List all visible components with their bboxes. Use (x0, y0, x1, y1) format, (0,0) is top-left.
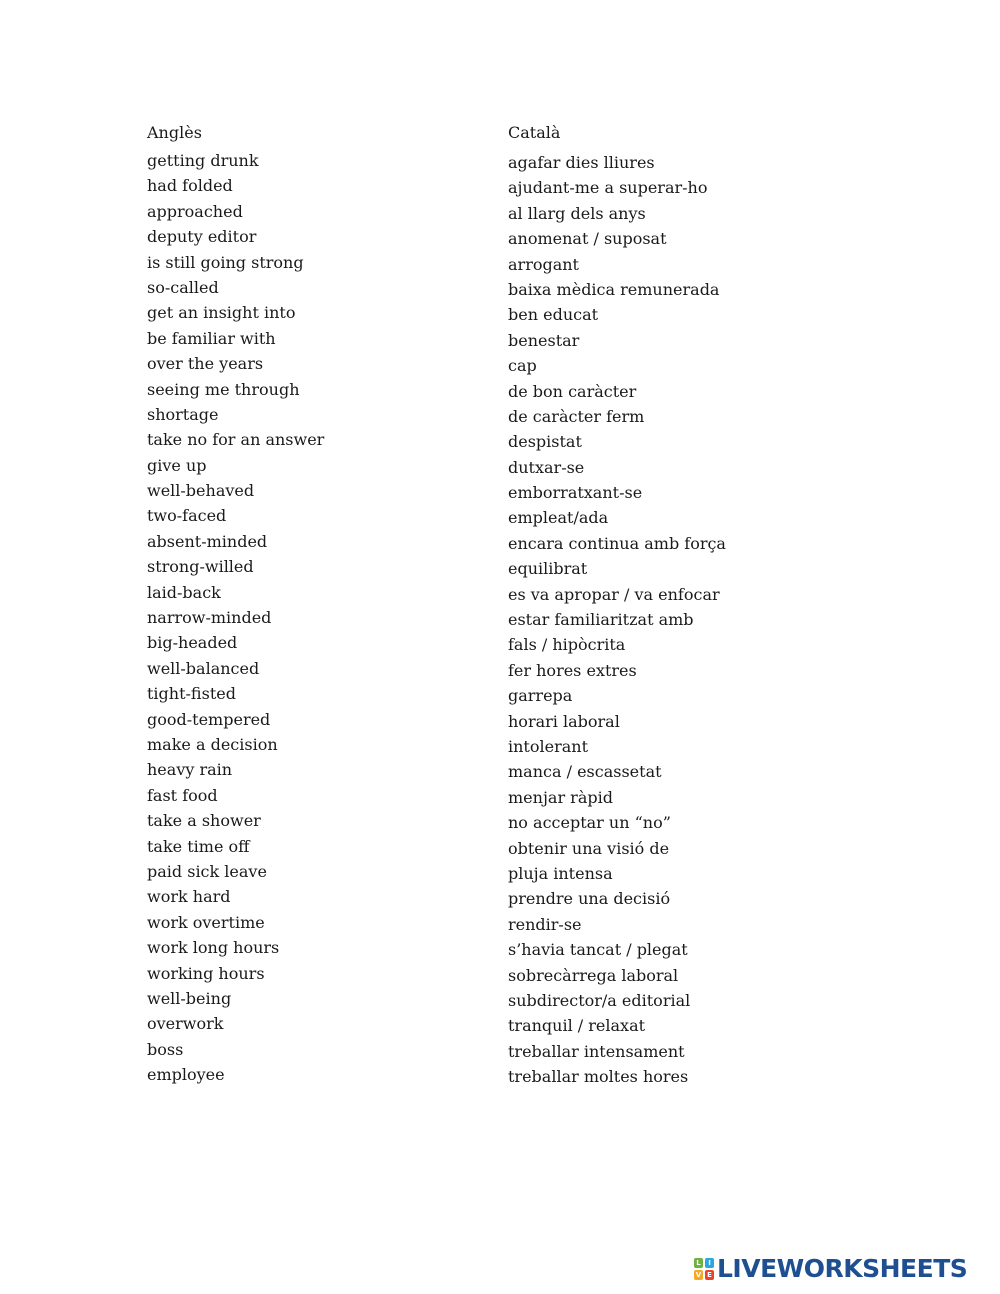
catalan-term: baixa mèdica remunerada (508, 279, 720, 299)
catalan-term: fals / hipòcrita (508, 635, 626, 655)
english-term: getting drunk (147, 151, 259, 170)
english-term: seeing me through (147, 379, 300, 399)
liveworksheets-logo (694, 1256, 967, 1282)
english-term: two-faced (147, 506, 227, 526)
catalan-term: es va apropar / va enfocar (508, 584, 720, 604)
catalan-term: no acceptar un “no” (508, 813, 671, 833)
logo-icon-tile: V (695, 1271, 702, 1279)
catalan-term: despistat (508, 432, 582, 452)
english-term: get an insight into (147, 303, 296, 323)
english-term: working hours (147, 963, 265, 983)
english-term: boss (147, 1039, 184, 1059)
catalan-term: empleat/ada (508, 508, 609, 528)
catalan-term: ajudant-me a superar-ho (508, 178, 708, 198)
catalan-term: garrepa (508, 686, 573, 706)
english-term: work hard (147, 887, 231, 907)
catalan-term: rendir-se (508, 914, 582, 934)
english-term: tight-fisted (147, 684, 236, 704)
english-term: make a decision (147, 734, 278, 754)
liveworksheets-logo-icon (694, 1258, 714, 1280)
catalan-term: sobrecàrrega laboral (508, 965, 679, 985)
catalan-term: arrogant (508, 254, 579, 274)
catalan-term: de caràcter ferm (508, 406, 645, 426)
english-term: work overtime (147, 912, 265, 932)
english-term: good-tempered (147, 709, 271, 729)
english-term: narrow-minded (147, 608, 272, 628)
english-term: over the years (147, 354, 264, 374)
catalan-term: s’havia tancat / plegat (508, 940, 688, 960)
catalan-term: treballar intensament (508, 1041, 685, 1061)
catalan-term: pluja intensa (508, 863, 613, 883)
english-term: well-behaved (147, 481, 255, 501)
catalan-term: agafar dies lliures (508, 153, 655, 172)
english-term: shortage (147, 404, 219, 424)
english-term: strong-willed (147, 557, 254, 577)
catalan-column (508, 122, 726, 1089)
catalan-term: prendre una decisió (508, 889, 671, 909)
english-term: is still going strong (147, 252, 304, 272)
logo-icon-tile: L (694, 1258, 703, 1268)
catalan-term: subdirector/a editorial (508, 990, 691, 1010)
catalan-term: menjar ràpid (508, 787, 613, 807)
catalan-column-header: Català (508, 123, 561, 142)
catalan-term: cap (508, 356, 537, 376)
english-term: take a shower (147, 811, 261, 831)
english-term: well-balanced (147, 658, 260, 678)
catalan-term: encara continua amb força (508, 533, 726, 553)
english-term: take time off (147, 836, 250, 856)
catalan-term: ben educat (508, 305, 599, 325)
logo-icon-tile: I (705, 1258, 714, 1268)
english-term: give up (147, 455, 207, 475)
english-term: heavy rain (147, 760, 233, 780)
catalan-term: anomenat / suposat (508, 229, 667, 249)
english-column (147, 122, 324, 1087)
english-term: so-called (147, 277, 219, 297)
catalan-term: tranquil / relaxat (508, 1016, 646, 1036)
english-term: absent-minded (147, 531, 268, 551)
catalan-term: horari laboral (508, 711, 620, 731)
catalan-term: manca / escassetat (508, 762, 662, 782)
english-term: employee (147, 1065, 225, 1085)
english-column-header: Anglès (147, 123, 202, 142)
english-term: overwork (147, 1014, 224, 1034)
english-term: take no for an answer (147, 430, 325, 450)
catalan-term: equilibrat (508, 559, 588, 579)
catalan-term: benestar (508, 330, 580, 350)
catalan-term: fer hores extres (508, 660, 637, 680)
english-term: big-headed (147, 633, 238, 653)
catalan-term: treballar moltes hores (508, 1067, 689, 1087)
catalan-term: obtenir una visió de (508, 838, 670, 858)
catalan-term: estar familiaritzat amb (508, 610, 694, 630)
catalan-term: dutxar-se (508, 457, 585, 477)
catalan-term: de bon caràcter (508, 381, 637, 401)
english-term: well-being (147, 988, 232, 1008)
catalan-term: emborratxant-se (508, 483, 643, 503)
english-term: paid sick leave (147, 861, 267, 881)
english-term: work long hours (147, 938, 280, 958)
english-term: laid-back (147, 582, 221, 602)
english-term: fast food (147, 785, 218, 805)
liveworksheets-logo-text: LIVEWORKSHEETS (717, 1254, 968, 1283)
catalan-term: intolerant (508, 736, 588, 756)
english-term: deputy editor (147, 227, 257, 247)
english-term: approached (147, 201, 243, 221)
english-term: be familiar with (147, 328, 276, 348)
english-term: had folded (147, 176, 233, 196)
logo-icon-tile: E (705, 1270, 714, 1280)
catalan-term: al llarg dels anys (508, 203, 646, 223)
